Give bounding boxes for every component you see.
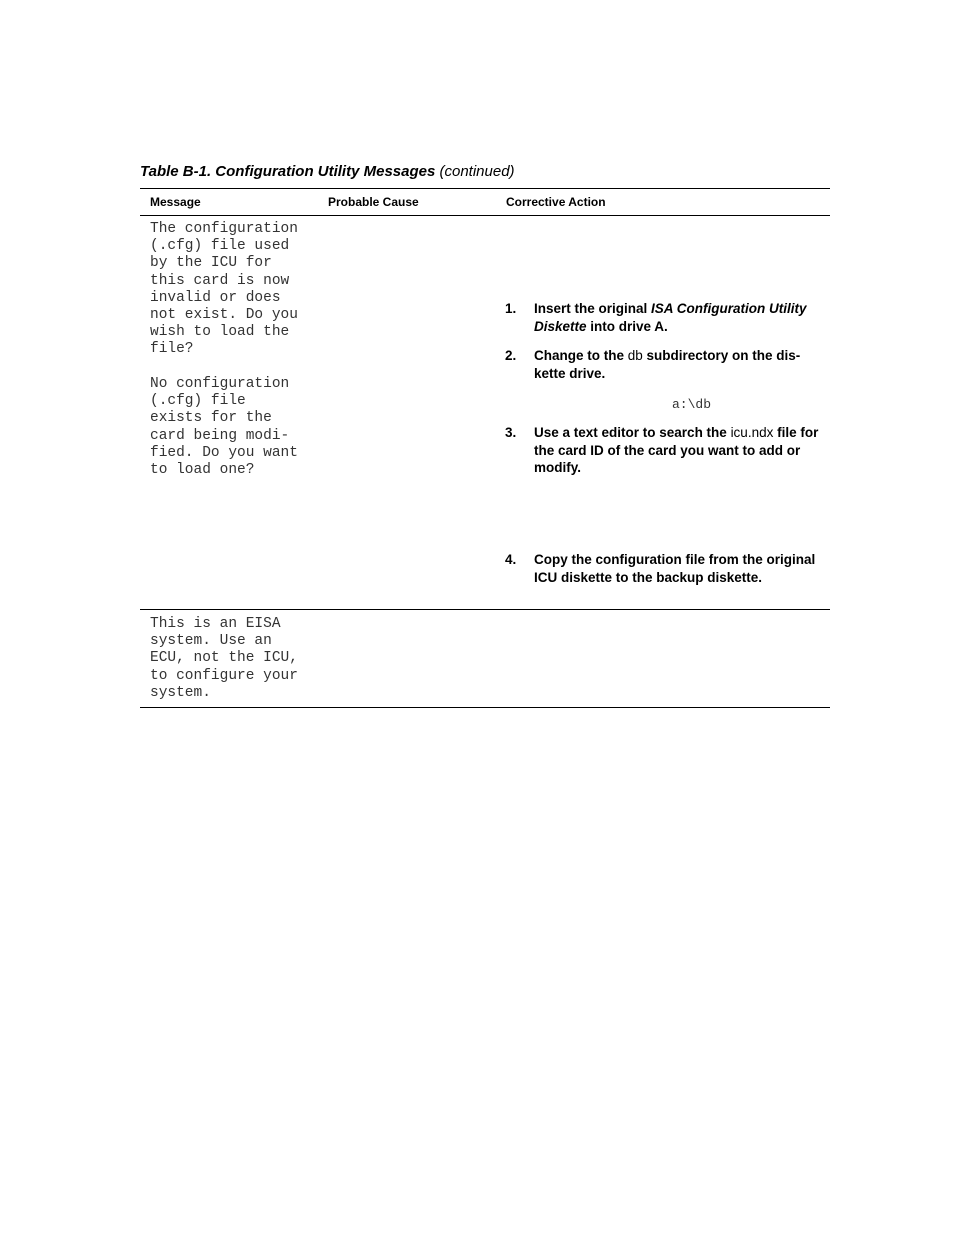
- corrective-step: [505, 424, 823, 477]
- step-text: Use a text editor to search the icu.ndx file for the card ID of the card you want to add or modify.: [534, 425, 819, 475]
- table-title: Table B-1. Configuration Utility Messages: [140, 163, 436, 180]
- corrective-step: [505, 347, 823, 382]
- step-text: Change to the db subdirectory on the dis-kette drive.: [534, 348, 801, 381]
- column-header-corrective-action: Corrective Action: [506, 195, 606, 209]
- header-bottom-rule: [140, 215, 830, 216]
- table-continued-note: (continued): [439, 163, 515, 180]
- step-text: Insert the original ISA Configuration Utility Diskette into drive A.: [534, 301, 807, 334]
- step-number: 3.: [505, 425, 517, 440]
- step-number: 4.: [505, 552, 517, 567]
- table-caption: [140, 163, 515, 180]
- message-text: This is an EISA system. Use an ECU, not the ICU, to configure your system.: [150, 616, 298, 701]
- step-number: 2.: [505, 348, 517, 363]
- file-name: icu.ndx: [730, 425, 774, 440]
- command-example: a:\db: [672, 397, 712, 412]
- corrective-step: [505, 300, 823, 335]
- directory-name: db: [627, 348, 643, 363]
- corrective-step: [505, 551, 823, 586]
- row-divider: [140, 609, 830, 610]
- table-bottom-rule: [140, 707, 830, 708]
- message-text: The configuration (.cfg) file used by the ICU for this card is now invalid or does not exist. Do you wish to load the file?: [150, 221, 298, 358]
- step-text: Copy the configuration file from the original ICU diskette to the backup diskette.: [534, 552, 816, 585]
- column-header-message: Message: [150, 195, 201, 209]
- step-number: 1.: [505, 301, 517, 316]
- message-text: No configuration (.cfg) file exists for the card being modi- fied. Do you want to load one?: [150, 376, 298, 479]
- table-top-rule: [140, 188, 830, 189]
- column-header-probable-cause: Probable Cause: [328, 195, 419, 209]
- diskette-name: ISA Configuration Utility Diskette: [534, 301, 807, 334]
